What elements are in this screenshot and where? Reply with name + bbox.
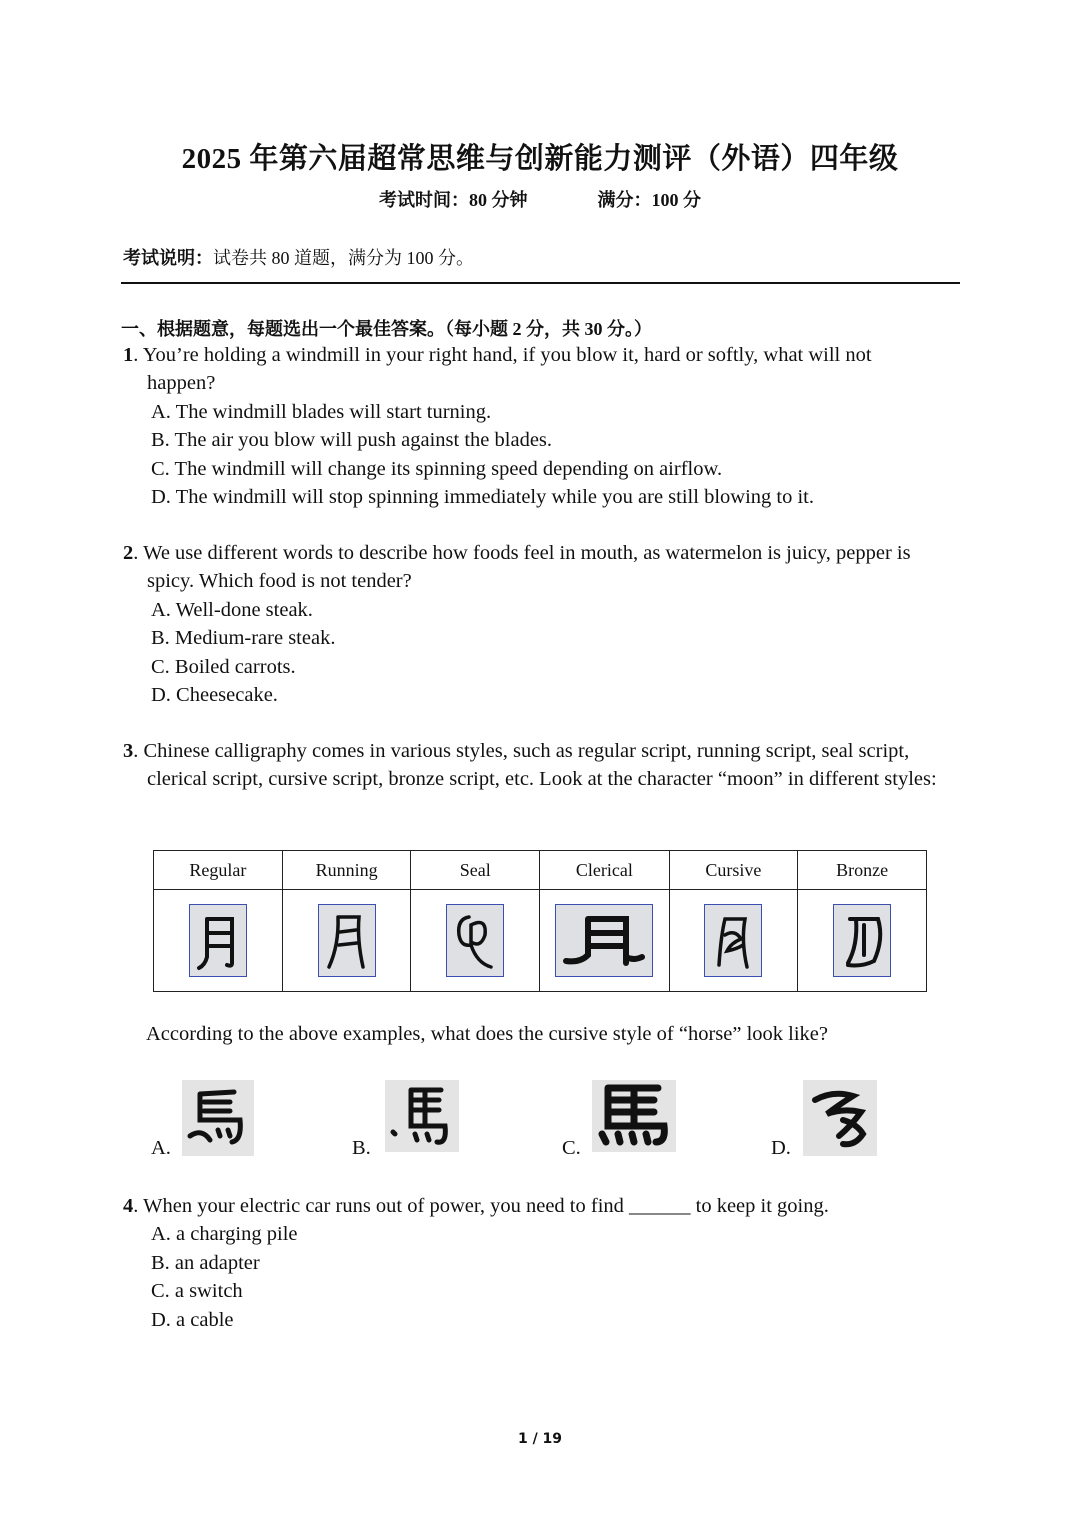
moon-clerical-image — [555, 904, 653, 977]
question-1 — [123, 341, 957, 511]
question-stem-continued: clerical script, cursive script, bronze script, etc. Look at the character “moon” in different styles: — [147, 768, 937, 791]
question-number: 3 — [123, 740, 134, 762]
option-a: A. a charging pile — [151, 1223, 298, 1246]
option-a: A. The windmill blades will start turning. — [151, 400, 492, 423]
page-number: 1 / 19 — [517, 1431, 563, 1447]
option-d: D. The windmill will stop spinning immediately while you are still blowing to it. — [151, 486, 814, 509]
choice-b — [352, 1080, 462, 1160]
table-image-row — [154, 890, 927, 992]
calligraphy-table — [153, 850, 927, 992]
header-running: Running — [282, 851, 411, 890]
exam-meta — [0, 186, 1080, 212]
choice-b-label: B. — [352, 1137, 371, 1159]
option-c: C. The windmill will change its spinning speed depending on airflow. — [151, 457, 723, 480]
option-c: C. Boiled carrots. — [151, 655, 296, 678]
option-a: A. Well-done steak. — [151, 598, 313, 621]
question-stem: 1. You’re holding a windmill in your right hand, if you blow it, hard or softly, what will not — [123, 344, 872, 366]
question-3-followup: According to the above examples, what does the cursive style of “horse” look like? — [146, 1023, 828, 1045]
question-number: 1 — [123, 344, 134, 366]
question-number: 4 — [123, 1195, 134, 1217]
question-3 — [123, 737, 957, 794]
choice-d-label: D. — [771, 1137, 791, 1159]
moon-cursive-image — [704, 904, 762, 977]
section-heading: 一、根据题意，每题选出一个最佳答案。（每小题 2 分，共 30 分。） — [121, 319, 652, 339]
exam-time: 考试时间：80 分钟 — [379, 190, 528, 210]
moon-seal-image — [446, 904, 504, 977]
question-stem-continued: happen? — [147, 372, 216, 395]
header-clerical: Clerical — [540, 851, 669, 890]
question-stem: 2. We use different words to describe how foods feel in mouth, as watermelon is juicy, pepper is — [123, 542, 911, 564]
header-bronze: Bronze — [798, 851, 927, 890]
horse-glyph-d-image — [803, 1080, 877, 1156]
question-stem: 4. When your electric car runs out of power, you need to find ______ to keep it going. — [123, 1195, 829, 1217]
option-c: C. a switch — [151, 1280, 243, 1303]
choice-a-label: A. — [151, 1137, 171, 1159]
horse-glyph-b-image — [385, 1080, 459, 1152]
moon-regular-image — [189, 904, 247, 977]
horse-glyph-a-image — [182, 1080, 254, 1156]
question-stem-continued: spicy. Which food is not tender? — [147, 570, 412, 593]
option-b: B. The air you blow will push against the blades. — [151, 429, 553, 452]
table-header-row — [154, 851, 927, 890]
horse-glyph-c-image — [592, 1080, 676, 1152]
instructions-label: 考试说明： — [123, 248, 213, 268]
moon-bronze-image — [833, 904, 891, 977]
header-seal: Seal — [411, 851, 540, 890]
option-d: D. a cable — [151, 1308, 234, 1331]
choice-c — [562, 1080, 682, 1160]
header-cursive: Cursive — [669, 851, 798, 890]
question-4 — [123, 1192, 957, 1334]
exam-instructions — [123, 244, 474, 270]
choice-c-label: C. — [562, 1137, 581, 1159]
instructions-text: 试卷共 80 道题，满分为 100 分。 — [213, 248, 474, 268]
header-regular: Regular — [154, 851, 283, 890]
question-stem: 3. Chinese calligraphy comes in various styles, such as regular script, running script, seal script, — [123, 740, 910, 762]
moon-running-image — [318, 904, 376, 977]
choice-d — [771, 1080, 891, 1160]
option-d: D. Cheesecake. — [151, 684, 278, 707]
choice-a — [151, 1080, 261, 1160]
header-divider — [121, 282, 960, 284]
exam-title: 2025 年第六届超常思维与创新能力测评（外语）四年级 — [181, 143, 899, 175]
option-b: B. Medium-rare steak. — [151, 627, 336, 650]
exam-full-score: 满分：100 分 — [597, 190, 701, 210]
option-b: B. an adapter — [151, 1251, 260, 1274]
question-2 — [123, 539, 957, 709]
question-number: 2 — [123, 542, 134, 564]
